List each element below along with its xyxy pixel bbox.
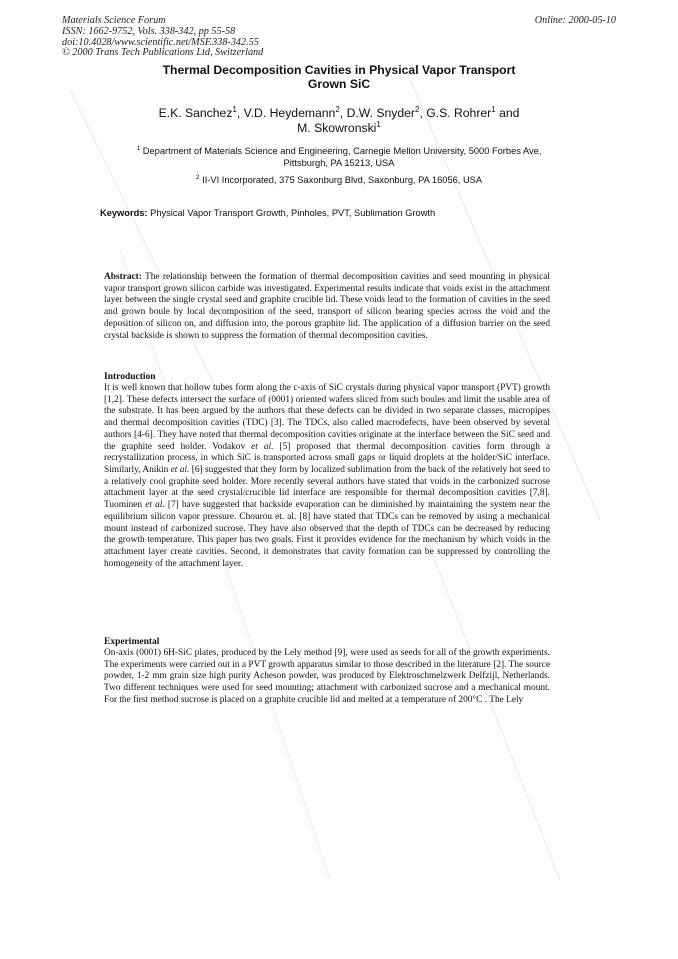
authors-line-2 xyxy=(60,121,618,136)
affiliation-1-line-1 xyxy=(60,146,618,158)
affiliation-2 xyxy=(60,175,618,187)
keywords-text: Physical Vapor Transport Growth, Pinholes, PVT, Sublimation Growth xyxy=(147,208,436,218)
affil-marker: 1 xyxy=(491,104,496,114)
affil-marker: 2 xyxy=(414,104,420,114)
affil-marker: 2 xyxy=(335,104,340,114)
intro-part-4: [7] have suggested that backside evaporation can be diminished by maintaining the system near the equilibrium silicon vapor pressure. Chourou et. al. [8] have stated that TDCs can be removed by using a mechanical mount instead of carbonized sucrose. They have also observed that the depth of TDCs can be decreased by reducing the growth temperature. This paper has two goals. First it provides evidence for the mechanism by which voids in the attachment layer create cavities. Second, it demonstrates that cavity formation can be suppressed by controlling the homogeneity of the attachment layer. xyxy=(104,500,550,569)
authors-line-1 xyxy=(60,106,618,121)
abstract-label: Abstract: xyxy=(104,272,142,282)
section-title-experimental: Experimental xyxy=(104,637,160,647)
author-name: , G.S. Rohrer xyxy=(419,106,492,120)
et-al: et al. xyxy=(251,441,274,452)
journal-name: Materials Science Forum xyxy=(62,15,166,26)
title-line-1: Thermal Decomposition Cavities in Physical Vapor Transport xyxy=(162,63,516,77)
abstract-text: The relationship between the formation of thermal decomposition cavities and seed mounting in physical vapor transport grown silicon carbide was investigated. Experimental results indicate that voids exist in the attachment layer between the single crystal seed and graphite crucible lid. These voids lead to the formation of cavities in the seed and grown boule by local decomposition of the seed, transport of silicon bearing species across the void and the deposition of silicon on, and diffusion into, the porous graphite lid. The application of a diffusion barrier on the seed crystal backside is shown to suppress the formation of thermal decomposition cavities. xyxy=(104,272,550,341)
affiliation-text: II-VI Incorporated, 375 Saxonburg Blvd, Saxonburg, PA 16056, USA xyxy=(199,175,483,185)
intro-part-3: [6] suggested that they form by localized sublimation from the back of the relatively hot seed to a relatively cool graphite seed holder. More recently several authors have stated that voids in the carbonized sucrose attachment layer at the seed crystal/crucible lid interface are responsible for thermal decomposition cavities [7,8]. Tuominen xyxy=(104,465,550,511)
author-name: , V.D. Heydemann xyxy=(236,106,336,120)
publication-header xyxy=(62,16,263,59)
et-al: et al. xyxy=(145,500,165,511)
affiliation-1 xyxy=(60,146,618,169)
affil-marker: 1 xyxy=(232,104,237,114)
section-title-introduction: Introduction xyxy=(104,372,156,382)
affil-marker: 2 xyxy=(195,173,200,181)
title-line-2: Grown SiC xyxy=(307,77,371,91)
author-list xyxy=(60,106,618,136)
author-name: E.K. Sanchez xyxy=(158,106,233,120)
abstract xyxy=(104,272,550,342)
online-date: Online: 2000-05-10 xyxy=(534,15,616,26)
intro-part-1: It is well known that hollow tubes form along the c-axis of SiC crystals during physical vapor transport (PVT) growth [1,2]. These defects intersect the surface of (0001) oriented wafers sliced from such boules and limit the usable area of the substrate. It has been argued by the authors that these defects can be divided in two separate classes, micropipes and thermal decomposition cavities (TDC) [3]. The TDCs, also called macrodefects, have been observed by several authors [4-6]. They have noted that thermal decomposition cavities originate at the interface between the SiC seed and the graphite seed holder. Vodakov xyxy=(104,383,550,452)
affiliation-text: Department of Materials Science and Engineering, Carnegie Mellon University, 5000 Forbes Ave, xyxy=(140,146,542,156)
affil-marker: 1 xyxy=(136,144,141,152)
issn-line: ISSN: 1662-9752, Vols. 338-342, pp 55-58 xyxy=(62,25,236,37)
keywords-label: Keywords: xyxy=(100,208,148,218)
author-name: , D.W. Snyder xyxy=(339,106,415,120)
keywords xyxy=(100,207,580,219)
affil-marker: 1 xyxy=(376,119,381,129)
affiliation-1-line-2: Pittsburgh, PA 15213, USA xyxy=(283,157,395,168)
copyright-line: © 2000 Trans Tech Publications Ltd, Switzerland xyxy=(62,47,264,59)
experimental-text: On-axis (0001) 6H-SiC plates, produced by the Lely method [9], were used as seeds for all of the growth experiments. The experiments were carried out in a PVT growth apparatus similar to those described in the literature [2]. The source powder, 1-2 mm grain size high purity Acheson powder, was produced by Elektroschmelzwerk Delfzijl, Netherlands. Two different techniques were used for seed mounting; attachment with carbonized sucrose and a mechanical mount. For the first method sucrose is placed on a graphite crucible lid and melted at a temperature of 200°C . The Lely xyxy=(104,648,550,705)
introduction-text xyxy=(104,383,550,571)
et-al: et al. xyxy=(170,465,190,476)
paper-title xyxy=(60,63,618,91)
author-conjunction: and xyxy=(495,106,520,120)
doi-line: doi:10.4028/www.scientific.net/MSF.338-342.55 xyxy=(62,36,259,48)
intro-part-2: [5] proposed that thermal decomposition cavities form through a recrystallization process, in which SiC is transported across small gaps or liquid droplets at the holder/SiC interface. Similarly, Anikin xyxy=(104,441,550,476)
author-name: M. Skowronski xyxy=(297,121,377,135)
